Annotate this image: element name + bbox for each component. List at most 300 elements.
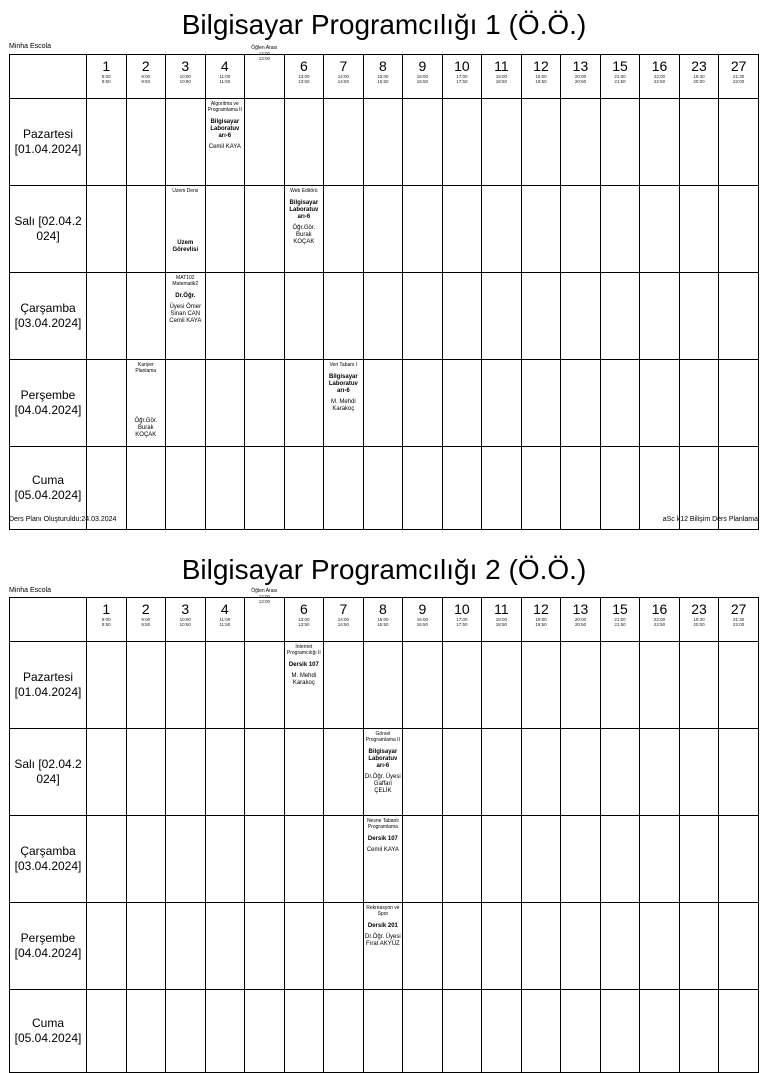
- period-number: 23: [691, 58, 707, 74]
- period-start: 17:00: [456, 74, 468, 79]
- period-header: [561, 598, 601, 642]
- period-number: 4: [220, 601, 229, 617]
- empty-slot: [482, 816, 522, 903]
- empty-slot: [403, 99, 443, 186]
- empty-slot: [482, 990, 522, 1073]
- period-header-row: [10, 55, 759, 99]
- empty-slot: [561, 273, 601, 360]
- lesson-spacer: [167, 194, 204, 234]
- period-header: [521, 55, 561, 99]
- empty-slot: [719, 360, 759, 447]
- day-date: 024]: [36, 229, 60, 243]
- empty-slot: [442, 990, 482, 1073]
- empty-slot: [166, 903, 206, 990]
- lesson-room: Dr.Öğr.: [175, 293, 196, 299]
- empty-slot: [324, 273, 364, 360]
- period-number: 10: [454, 58, 470, 74]
- period-end: 16:50: [416, 622, 429, 627]
- empty-slot: [600, 990, 640, 1073]
- period-header: [324, 598, 364, 642]
- period-header-row: [10, 598, 759, 642]
- empty-slot: [166, 816, 206, 903]
- empty-slot: [521, 186, 561, 273]
- lesson-card[interactable]: [363, 816, 403, 903]
- period-end: 8:50: [101, 79, 111, 84]
- period-header: [600, 55, 640, 99]
- lesson-card[interactable]: [324, 360, 364, 447]
- period-header: [166, 55, 206, 99]
- corner-cell: [10, 55, 87, 99]
- empty-slot: [166, 360, 206, 447]
- period-header: [561, 55, 601, 99]
- day-label: [10, 273, 87, 360]
- lesson-subject: Kariyer Planlama: [135, 362, 157, 374]
- period-start: 21:00: [614, 74, 626, 79]
- school-name: Minha Escola: [9, 43, 52, 50]
- empty-slot: [205, 642, 245, 729]
- school-name: Minha Escola: [9, 587, 52, 594]
- period-end: 21:50: [614, 79, 626, 84]
- day-name: Pazartesi: [22, 127, 74, 141]
- lesson-teacher: M. Mehdi Karakoç: [291, 673, 317, 686]
- empty-slot: [324, 729, 364, 816]
- day-date: [03.04.2024]: [14, 316, 82, 330]
- period-end: 13:00: [258, 56, 270, 61]
- period-end: 11:50: [219, 79, 231, 84]
- empty-slot: [245, 273, 285, 360]
- period-end: 22:00: [733, 622, 745, 627]
- period-header: [403, 598, 443, 642]
- lesson-card[interactable]: [126, 360, 166, 447]
- day-row: [10, 816, 759, 903]
- day-row: [10, 729, 759, 816]
- lesson-subject: Rekreasyon ve Spor: [366, 905, 400, 917]
- empty-slot: [561, 642, 601, 729]
- empty-slot: [205, 447, 245, 530]
- empty-slot: [521, 447, 561, 530]
- period-end: 13:00: [258, 599, 270, 604]
- period-end: 15:50: [377, 79, 389, 84]
- empty-slot: [205, 990, 245, 1073]
- period-number: 1: [102, 58, 111, 74]
- period-start: 12:00: [258, 594, 270, 599]
- empty-slot: [87, 273, 127, 360]
- period-number: 11: [494, 601, 509, 617]
- period-start: 10:00: [179, 617, 191, 622]
- empty-slot: [245, 729, 285, 816]
- empty-slot: [561, 186, 601, 273]
- period-end: 19:50: [535, 79, 547, 84]
- empty-slot: [442, 642, 482, 729]
- empty-slot: [403, 186, 443, 273]
- empty-slot: [205, 903, 245, 990]
- period-start: 12:00: [258, 51, 270, 56]
- empty-slot: [205, 273, 245, 360]
- period-start: 16:00: [416, 617, 429, 622]
- period-start: 8:00: [101, 617, 111, 622]
- empty-slot: [166, 990, 206, 1073]
- day-row: [10, 99, 759, 186]
- period-number: 23: [691, 601, 707, 617]
- empty-slot: [166, 99, 206, 186]
- period-number: 15: [612, 58, 628, 74]
- day-name: Salı [02.04.2: [14, 757, 82, 771]
- corner-cell: [10, 598, 87, 642]
- lesson-subject: Nesne Tabanlı Programlama: [366, 818, 399, 830]
- period-header: [600, 598, 640, 642]
- period-start: 11:00: [219, 617, 231, 622]
- period-label: Öğlen Arası: [251, 45, 278, 51]
- period-start: 13:00: [298, 617, 310, 622]
- period-header: [363, 598, 403, 642]
- period-end: 15:50: [377, 622, 389, 627]
- empty-slot: [640, 642, 680, 729]
- period-end: 21:50: [614, 622, 626, 627]
- period-header: [166, 598, 206, 642]
- period-header: [679, 55, 719, 99]
- empty-slot: [482, 360, 522, 447]
- period-end: 13:50: [298, 622, 310, 627]
- empty-slot: [87, 903, 127, 990]
- empty-slot: [166, 729, 206, 816]
- empty-slot: [442, 186, 482, 273]
- period-number: 8: [378, 601, 387, 617]
- period-end: 20:50: [574, 79, 587, 84]
- period-end: 11:50: [219, 622, 231, 627]
- empty-slot: [600, 360, 640, 447]
- empty-slot: [324, 642, 364, 729]
- period-label: Öğlen Arası: [251, 588, 278, 594]
- period-end: 14:50: [337, 79, 349, 84]
- empty-slot: [442, 273, 482, 360]
- day-label: [10, 729, 87, 816]
- period-header: [442, 598, 482, 642]
- empty-slot: [521, 642, 561, 729]
- period-start: 10:00: [179, 74, 191, 79]
- period-start: 18:00: [495, 74, 508, 79]
- lesson-card[interactable]: [284, 642, 324, 729]
- period-start: 18:00: [495, 617, 508, 622]
- lesson-room: Uzem Görevlisi: [172, 240, 199, 253]
- period-start: 17:00: [456, 617, 468, 622]
- period-start: 19:30: [693, 617, 705, 622]
- empty-slot: [284, 99, 324, 186]
- empty-slot: [640, 990, 680, 1073]
- empty-slot: [679, 99, 719, 186]
- empty-slot: [403, 729, 443, 816]
- period-end: 22:50: [653, 79, 666, 84]
- period-start: 9:00: [141, 74, 151, 79]
- lesson-subject: Uzem Dersi: [172, 188, 199, 194]
- empty-slot: [640, 99, 680, 186]
- empty-slot: [363, 186, 403, 273]
- period-start: 15:00: [377, 74, 389, 79]
- lesson-card[interactable]: [363, 729, 403, 816]
- empty-slot: [719, 273, 759, 360]
- empty-slot: [482, 729, 522, 816]
- lesson-subject: MAT102 Matematik2: [172, 275, 199, 287]
- period-start: 14:00: [337, 617, 349, 622]
- lesson-card[interactable]: [166, 186, 206, 273]
- empty-slot: [87, 360, 127, 447]
- period-start: 22:00: [653, 617, 666, 622]
- empty-slot: [521, 99, 561, 186]
- empty-slot: [166, 642, 206, 729]
- lesson-room: Bilgisayar Laboratuv arı-6: [289, 200, 319, 220]
- empty-slot: [403, 360, 443, 447]
- period-header: [521, 598, 561, 642]
- empty-slot: [87, 990, 127, 1073]
- lesson-teacher: Üyesi Ömer Sinan CAN Cemil KAYA: [169, 304, 202, 324]
- empty-slot: [640, 273, 680, 360]
- empty-slot: [403, 816, 443, 903]
- period-number: 12: [533, 601, 549, 617]
- period-end: 22:00: [733, 79, 745, 84]
- period-number: 2: [141, 58, 150, 74]
- empty-slot: [324, 186, 364, 273]
- period-header: [87, 55, 127, 99]
- lesson-room: Bilgisayar Laboratuv arı-6: [328, 374, 358, 394]
- period-start: 22:00: [653, 74, 666, 79]
- day-name: Perşembe: [20, 388, 76, 402]
- period-end: 13:50: [298, 79, 310, 84]
- empty-slot: [561, 360, 601, 447]
- day-label: [10, 990, 87, 1073]
- empty-slot: [126, 186, 166, 273]
- empty-slot: [126, 903, 166, 990]
- period-number: 9: [418, 601, 427, 617]
- empty-slot: [245, 990, 285, 1073]
- empty-slot: [679, 903, 719, 990]
- empty-slot: [679, 642, 719, 729]
- empty-slot: [87, 99, 127, 186]
- empty-slot: [640, 729, 680, 816]
- empty-slot: [324, 447, 364, 530]
- empty-slot: [126, 990, 166, 1073]
- empty-slot: [679, 186, 719, 273]
- empty-slot: [363, 990, 403, 1073]
- lesson-subject: Algoritma ve Programlama II: [207, 101, 242, 113]
- period-start: 21:30: [733, 617, 745, 622]
- empty-slot: [245, 903, 285, 990]
- period-start: 8:00: [101, 74, 111, 79]
- period-number: 1: [102, 601, 111, 617]
- lesson-room: Dersik 201: [367, 923, 398, 929]
- empty-slot: [324, 99, 364, 186]
- period-end: 19:50: [535, 622, 547, 627]
- period-end: 22:50: [653, 622, 666, 627]
- empty-slot: [521, 903, 561, 990]
- empty-slot: [600, 729, 640, 816]
- period-header: [205, 598, 245, 642]
- day-label: [10, 816, 87, 903]
- empty-slot: [284, 903, 324, 990]
- timetable-title: Bilgisayar Programcılığı 2 (Ö.Ö.): [181, 554, 587, 585]
- period-header: [126, 598, 166, 642]
- day-name: Cuma: [32, 1016, 65, 1030]
- period-number: 11: [494, 58, 509, 74]
- period-header: [719, 598, 759, 642]
- lesson-room: Dersik 107: [367, 836, 398, 842]
- lesson-card[interactable]: [284, 186, 324, 273]
- period-number: 15: [612, 601, 628, 617]
- period-start: 16:00: [416, 74, 429, 79]
- empty-slot: [363, 360, 403, 447]
- empty-slot: [284, 990, 324, 1073]
- period-end: 18:50: [495, 622, 508, 627]
- lesson-card[interactable]: [166, 273, 206, 360]
- lesson-spacer: [128, 374, 165, 414]
- period-number: 16: [651, 601, 668, 617]
- day-row: [10, 273, 759, 360]
- lesson-teacher: Öğr.Gör. Burak KOÇAK: [292, 225, 316, 245]
- lesson-teacher: Öğr.Gör. Burak KOÇAK: [134, 418, 158, 438]
- empty-slot: [245, 99, 285, 186]
- period-end: 10:50: [179, 622, 191, 627]
- day-name: Cuma: [32, 473, 65, 487]
- footer-generator: aSc k12 Bilişim Ders Planlama: [662, 516, 758, 523]
- empty-slot: [324, 816, 364, 903]
- day-row: [10, 186, 759, 273]
- lesson-subject: Web Editörü: [290, 188, 318, 194]
- period-end: 20:50: [574, 622, 587, 627]
- lesson-card[interactable]: [205, 99, 245, 186]
- empty-slot: [403, 642, 443, 729]
- empty-slot: [87, 816, 127, 903]
- period-start: 9:00: [141, 617, 151, 622]
- empty-slot: [442, 816, 482, 903]
- empty-slot: [482, 273, 522, 360]
- empty-slot: [719, 99, 759, 186]
- empty-slot: [205, 729, 245, 816]
- period-end: 17:50: [456, 79, 468, 84]
- period-start: 19:00: [535, 617, 547, 622]
- period-start: 19:00: [535, 74, 547, 79]
- period-number: 6: [299, 601, 308, 617]
- empty-slot: [284, 360, 324, 447]
- empty-slot: [640, 816, 680, 903]
- empty-slot: [403, 990, 443, 1073]
- day-label: [10, 186, 87, 273]
- period-number: 9: [418, 58, 427, 74]
- lesson-subject: İnternet Programcılığı II: [286, 644, 321, 656]
- empty-slot: [600, 903, 640, 990]
- empty-slot: [482, 447, 522, 530]
- empty-slot: [245, 186, 285, 273]
- period-start: 21:30: [733, 74, 745, 79]
- empty-slot: [561, 99, 601, 186]
- empty-slot: [442, 729, 482, 816]
- period-number: 7: [339, 601, 348, 617]
- empty-slot: [561, 903, 601, 990]
- period-number: 13: [572, 601, 589, 617]
- period-start: 19:30: [693, 74, 705, 79]
- lesson-subject: Veri Tabanı I: [329, 362, 358, 368]
- period-start: 21:00: [614, 617, 626, 622]
- empty-slot: [521, 816, 561, 903]
- period-number: 16: [651, 58, 668, 74]
- empty-slot: [363, 447, 403, 530]
- period-number: 3: [181, 601, 190, 617]
- empty-slot: [245, 447, 285, 530]
- period-start: 20:00: [574, 617, 587, 622]
- timetable-title: Bilgisayar Programcılığı 1 (Ö.Ö.): [181, 9, 587, 40]
- empty-slot: [719, 729, 759, 816]
- lesson-subject: Görsel Programlama II: [365, 731, 400, 743]
- empty-slot: [719, 816, 759, 903]
- day-name: Pazartesi: [22, 670, 74, 684]
- period-end: 16:50: [416, 79, 429, 84]
- empty-slot: [126, 729, 166, 816]
- empty-slot: [126, 273, 166, 360]
- period-end: 9:50: [141, 79, 151, 84]
- empty-slot: [363, 642, 403, 729]
- day-date: [05.04.2024]: [14, 1031, 82, 1045]
- lesson-card[interactable]: [363, 903, 403, 990]
- empty-slot: [561, 447, 601, 530]
- empty-slot: [600, 273, 640, 360]
- period-number: 13: [572, 58, 589, 74]
- period-end: 8:50: [101, 622, 111, 627]
- empty-slot: [521, 360, 561, 447]
- empty-slot: [600, 99, 640, 186]
- empty-slot: [640, 360, 680, 447]
- period-header: [640, 598, 680, 642]
- period-header: [403, 55, 443, 99]
- empty-slot: [482, 642, 522, 729]
- empty-slot: [245, 642, 285, 729]
- period-start: 20:00: [574, 74, 587, 79]
- empty-slot: [521, 729, 561, 816]
- day-label: [10, 360, 87, 447]
- period-end: 18:50: [495, 79, 508, 84]
- period-end: 17:50: [456, 622, 468, 627]
- day-date: [04.04.2024]: [14, 403, 82, 417]
- empty-slot: [126, 816, 166, 903]
- period-number: 10: [454, 601, 470, 617]
- period-end: 14:50: [337, 622, 349, 627]
- period-number: 12: [533, 58, 549, 74]
- empty-slot: [245, 816, 285, 903]
- day-label: [10, 642, 87, 729]
- empty-slot: [205, 360, 245, 447]
- empty-slot: [521, 990, 561, 1073]
- empty-slot: [679, 360, 719, 447]
- period-header: [126, 55, 166, 99]
- period-start: 11:00: [219, 74, 231, 79]
- day-row: [10, 990, 759, 1073]
- empty-slot: [126, 447, 166, 530]
- lesson-room: Bilgisayar Laboratuv arı-6: [210, 119, 240, 139]
- period-start: 14:00: [337, 74, 349, 79]
- empty-slot: [482, 99, 522, 186]
- empty-slot: [600, 642, 640, 729]
- footer-created: Ders Planı Oluşturuldu:24.03.2024: [9, 516, 117, 523]
- day-date: [05.04.2024]: [14, 488, 82, 502]
- day-date: [01.04.2024]: [14, 142, 82, 156]
- empty-slot: [403, 903, 443, 990]
- empty-slot: [482, 903, 522, 990]
- empty-slot: [442, 903, 482, 990]
- day-row: [10, 903, 759, 990]
- empty-slot: [679, 273, 719, 360]
- period-header: [363, 55, 403, 99]
- day-date: [04.04.2024]: [14, 946, 82, 960]
- day-row: [10, 447, 759, 530]
- empty-slot: [600, 447, 640, 530]
- empty-slot: [126, 642, 166, 729]
- period-number: 6: [299, 58, 308, 74]
